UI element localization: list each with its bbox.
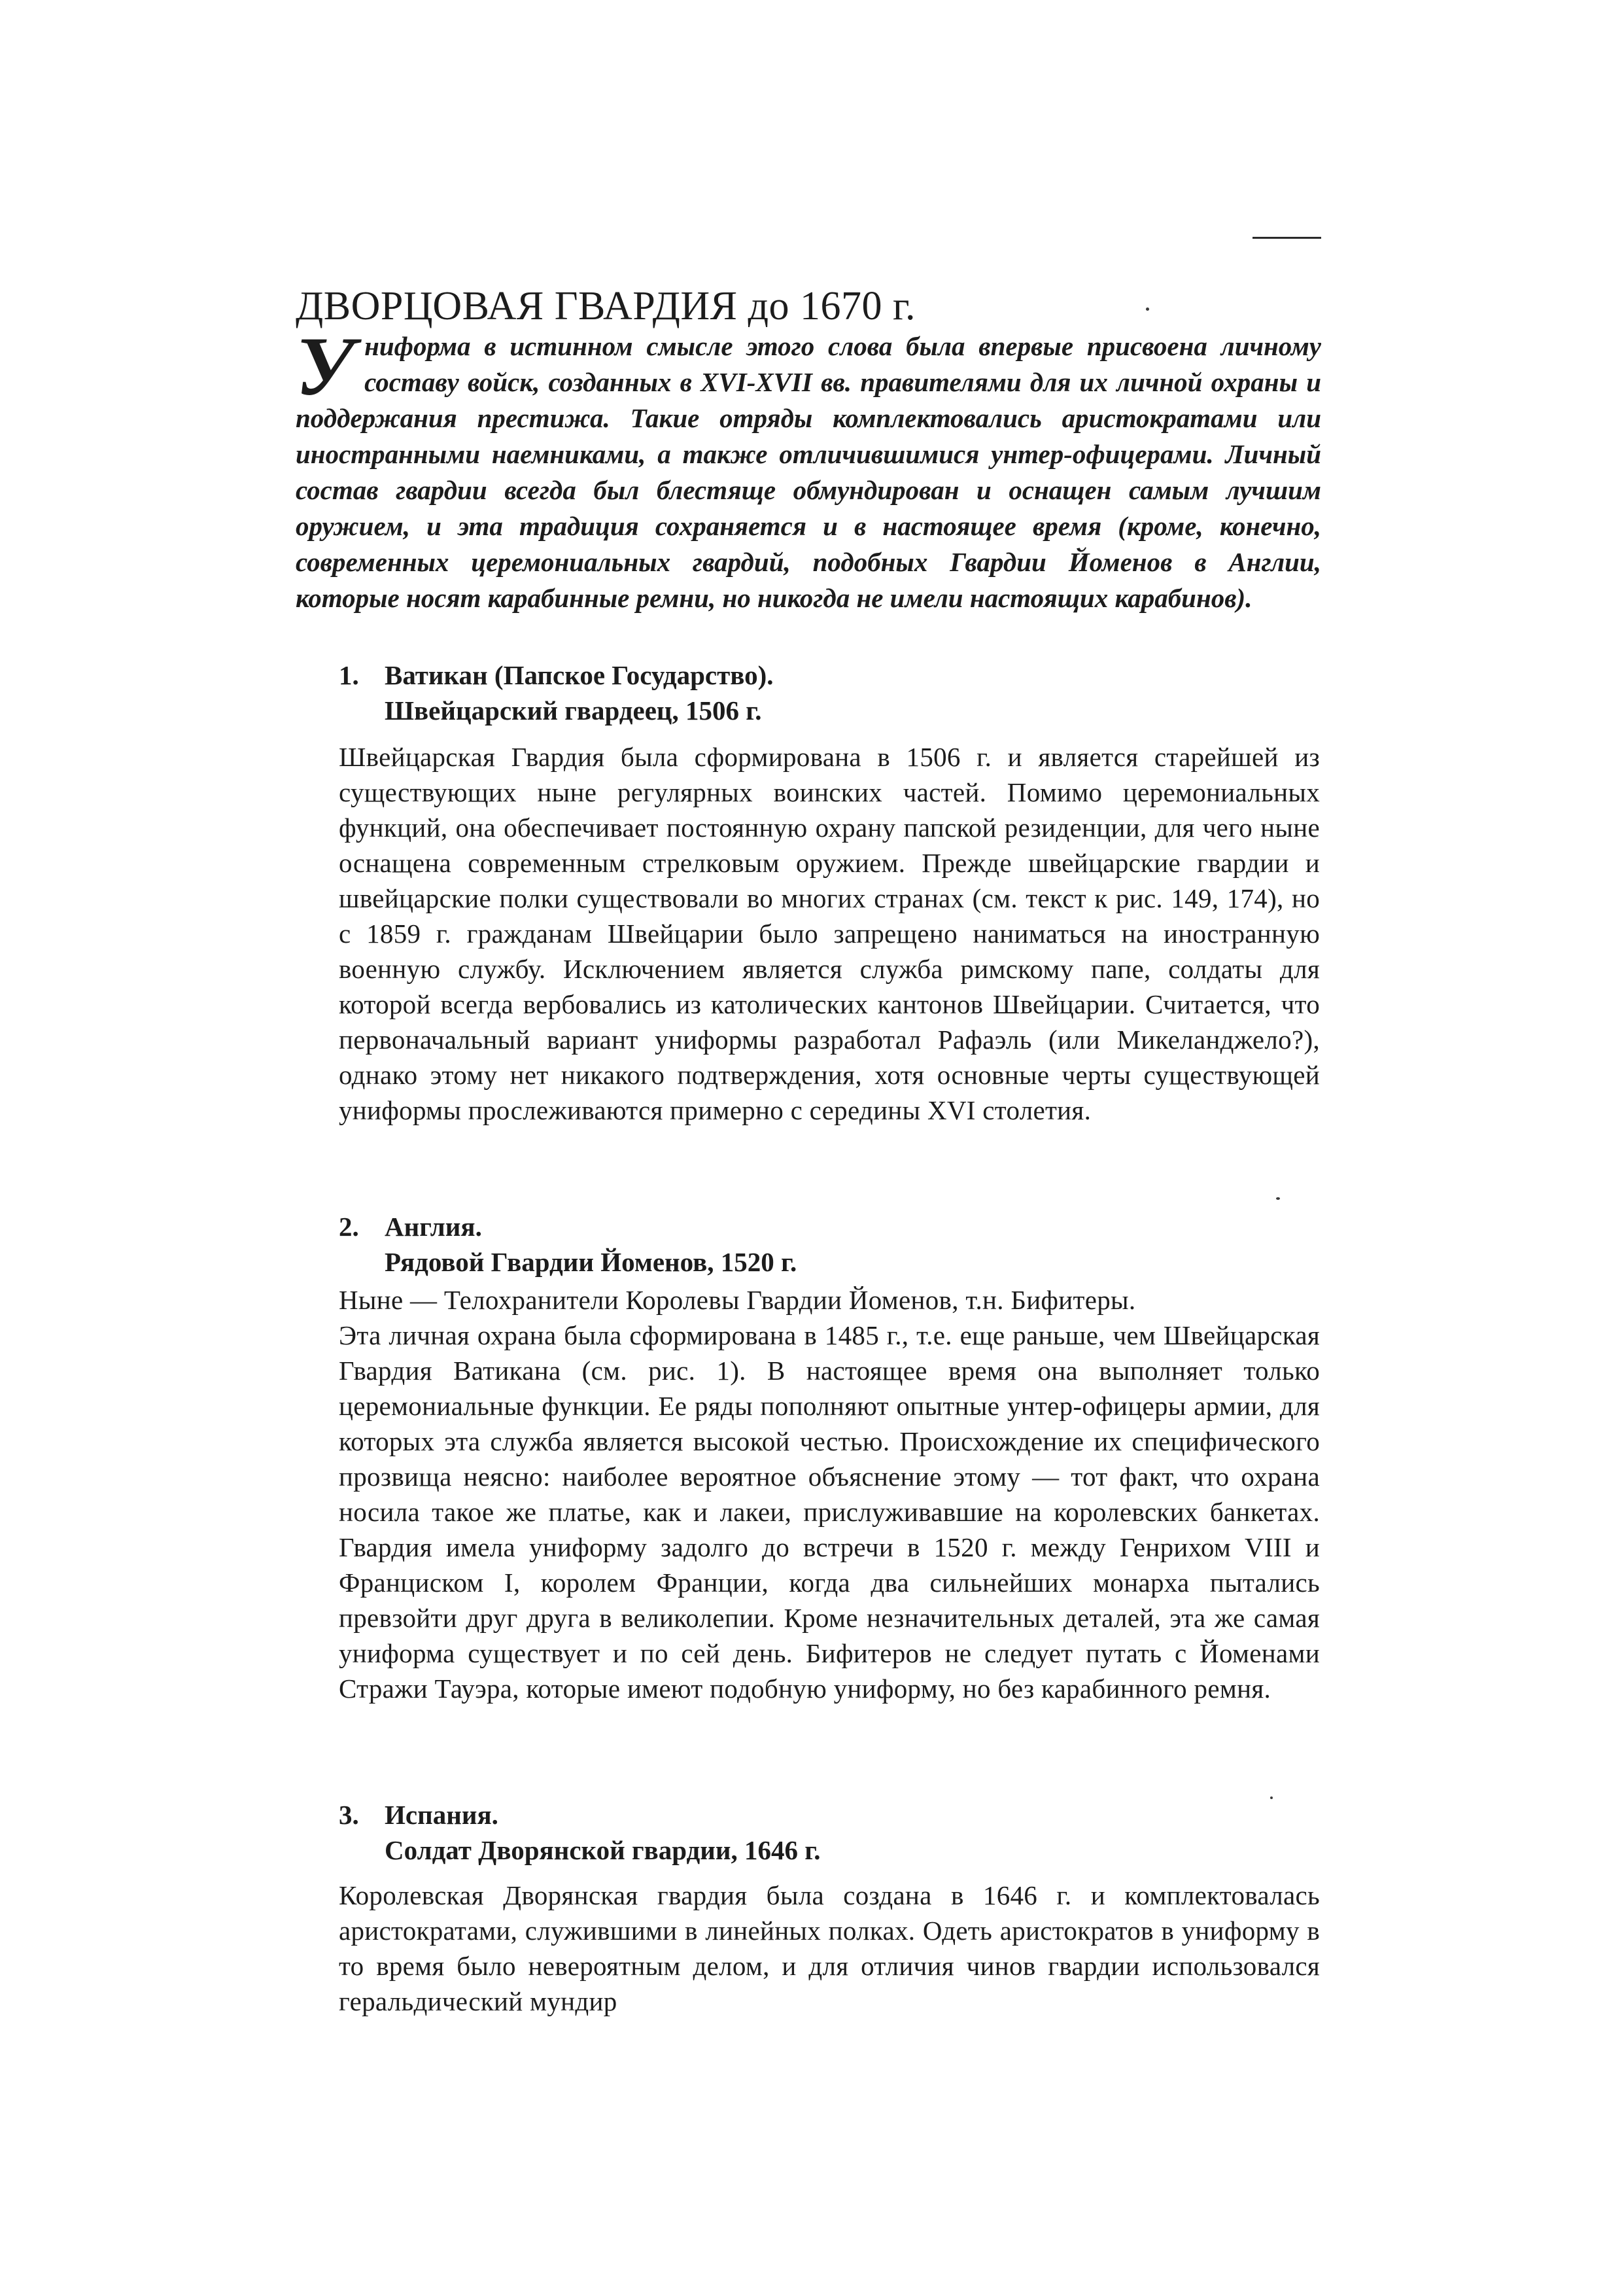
section-heading [339, 1209, 1320, 1280]
section-paragraph: Ныне — Телохранители Королевы Гвардии Йоменов, т.н. Бифитеры. [339, 1285, 1136, 1315]
section-heading-line1: Ватикан (Папское Государство). [385, 660, 774, 690]
section-heading-line2: Швейцарский гвардеец, 1506 г. [385, 695, 762, 726]
section-heading-line1: Англия. [385, 1212, 482, 1242]
section-heading-line2: Рядовой Гвардии Йоменов, 1520 г. [385, 1247, 797, 1277]
section-paragraph: Эта личная охрана была сформирована в 1485 г., т.е. еще раньше, чем Швейцарская Гвардия Ватикана (см. рис. 1). В настоящее время она выполняет только церемониальные функции. Ее ряды пополняют опытные унтер-офицеры армии, для которых эта служба является высокой честью. Происхождение их специфического прозвища неясно: наиболее вероятное объяснение этому — тот факт, что охрана носила такое же платье, как и лакеи, прислуживавшие на королевских банкетах. Гвардия имела униформу задолго до встречи в 1520 г. между Генрихом VIII и Франциском I, королем Франции, когда два сильнейших монарха пытались превзойти друг друга в великолепии. Кроме незначительных деталей, эта же самая униформа существует и по сей день. Бифитеров не следует путать с Йоменами Стражи Тауэра, которые имеют подобную униформу, но без карабинного ремня. [339, 1320, 1320, 1704]
section-body [339, 1878, 1320, 2019]
intro-text: ниформа в истинном смысле этого слова была впервые присвоена личному составу войск, созданных в XVI-XVII вв. правителями для их личной охраны и поддержания престижа. Такие отряды комплектовались аристократами или иностранными наемниками, а также отличившимися унтер-офицерами. Личный состав гвардии всегда был блестяще обмундирован и оснащен самым лучшим оружием, и эта традиция сохраняется и в настоящее время (кроме, конечно, современных церемониальных гвардий, подобных Гвардии Йоменов в Англии, которые носят карабинные ремни, но никогда не имели настоящих карабинов). [296, 331, 1321, 613]
top-rule [1253, 237, 1321, 239]
scan-speck [1146, 307, 1149, 311]
section-paragraph: Королевская Дворянская гвардия была создана в 1646 г. и комплектовалась аристократами, служившими в линейных полках. Одеть аристократов в униформу в то время было невероятным делом, и для отличия чинов гвардии использовался геральдический мундир [339, 1880, 1320, 2016]
section-body [339, 1282, 1320, 1706]
drop-cap: У [296, 320, 354, 413]
section-body [339, 739, 1320, 1128]
intro-paragraph [296, 320, 1321, 616]
section-heading [339, 657, 1320, 728]
section-number: 1. [339, 660, 359, 690]
scan-speck [1276, 1197, 1280, 1200]
page-title: ДВОРЦОВАЯ ГВАРДИЯ до 1670 г. [296, 283, 916, 328]
section-paragraph: Швейцарская Гвардия была сформирована в 1506 г. и является старейшей из существующих ныне регулярных воинских частей. Помимо церемониальных функций, она обеспечивает постоянную охрану папской резиденции, для чего ныне оснащена современным стрелковым оружием. Прежде швейцарские гвардии и швейцарские полки существовали во многих странах (см. текст к рис. 149, 174), но с 1859 г. гражданам Швейцарии было запрещено наниматься на иностранную военную службу. Исключением является служба римскому папе, солдаты для которой всегда вербовались из католических кантонов Швейцарии. Считается, что первоначальный вариант униформы разработал Рафаэль (или Микеланджело?), однако этому нет никакого подтверждения, хотя основные черты существующей униформы прослеживаются примерно с середины XVI столетия. [339, 742, 1320, 1125]
section-number: 2. [339, 1212, 359, 1242]
section-number: 3. [339, 1800, 359, 1830]
section-heading-line1: Испания. [385, 1800, 498, 1830]
section-heading [339, 1797, 1320, 1868]
section-heading-line2: Солдат Дворянской гвардии, 1646 г. [385, 1835, 821, 1865]
